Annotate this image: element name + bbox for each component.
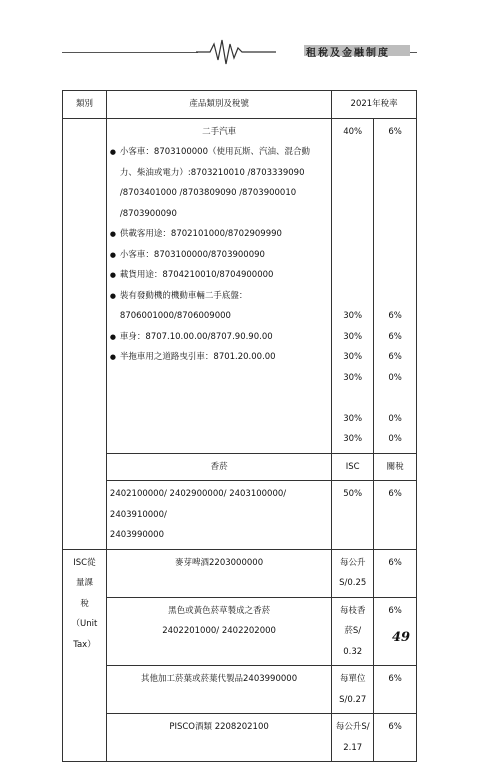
used-car-item-2: ● 供載客用途：8702101000/8702909990	[110, 224, 328, 245]
header-title: 租稅及金融制度	[306, 48, 390, 59]
header-rule-right	[410, 52, 417, 53]
used-car-item-5: ● 裝有發動機的機動車輛二手底盤： 8706001000/8706009000	[110, 286, 328, 327]
header-category: 類別	[63, 91, 107, 119]
header-rate: 2021年稅率	[332, 91, 417, 119]
isc-duty-1: 6%	[374, 549, 417, 597]
used-car-item-6: ● 車身：8707.10.00.00/8707.90.90.00	[110, 327, 328, 348]
tobacco-cell	[106, 453, 331, 549]
table-row-used-car	[63, 118, 417, 453]
table-header-row	[63, 91, 417, 119]
used-car-item-3: ● 小客車：8703100000/8703900090	[110, 245, 328, 266]
tobacco-isc: ISC 50%	[332, 453, 374, 549]
isc-duty-4: 6%	[374, 714, 417, 762]
header-rule-left	[62, 52, 198, 53]
table-row-isc-3	[63, 666, 417, 714]
isc-item-3: 其他加工菸葉或菸葉代製品2403990000	[106, 666, 331, 714]
page-number: 49	[392, 630, 411, 645]
tobacco-duty: 關稅 6%	[374, 453, 417, 549]
isc-category-cell: ISC從 量課 稅 （Unit Tax）	[63, 549, 107, 762]
tobacco-codes: 2402100000/ 2402900000/ 2403100000/ 2403910000/ 2403990000	[109, 489, 287, 540]
used-car-item-7: ● 半拖車用之道路曳引車：8701.20.00.00	[110, 347, 328, 368]
isc-duty-2: 6%	[374, 597, 417, 666]
table-row-isc-4	[63, 714, 417, 762]
header-wave-icon	[196, 38, 276, 66]
isc-item-4: PISCO酒類 2208202100	[106, 714, 331, 762]
tax-rate-table	[62, 90, 417, 762]
category-cell-blank	[63, 118, 107, 549]
used-car-title: 二手汽車	[202, 126, 237, 137]
table-row-tobacco	[63, 453, 417, 549]
isc-rate-3: 每單位 S/0.27	[332, 666, 374, 714]
isc-item-1: 麥芽啤酒2203000000	[106, 549, 331, 597]
table-row-isc-2	[63, 597, 417, 666]
used-car-rate-duty: 6% 6% 6% 6% 0% 0% 0%	[374, 118, 417, 453]
isc-rate-4: 每公升S/ 2.17	[332, 714, 374, 762]
isc-duty-3: 6%	[374, 666, 417, 714]
isc-rate-2: 每枝香 菸S/ 0.32	[332, 597, 374, 666]
isc-rate-1: 每公升 S/0.25	[332, 549, 374, 597]
used-car-rate-isc: 40% 30% 30% 30% 30% 30% 30%	[332, 118, 374, 453]
header-product: 產品類別及稅號	[106, 91, 331, 119]
used-car-item-4: ● 載貨用途：8704210010/8704900000	[110, 265, 328, 286]
used-car-cell	[106, 118, 331, 453]
tobacco-title: 香菸	[107, 454, 331, 482]
table-row-isc-1	[63, 549, 417, 597]
isc-item-2: 黑色或黃色菸草製成之香菸 2402201000/ 2402202000	[106, 597, 331, 666]
used-car-item-1: ● 小客車：8703100000（使用瓦斯、汽油、混合動 力、柴油或電力）:8703210010 /8703339090 /8703401000 /8703809090 /8703900010 /8703900090	[110, 142, 328, 224]
